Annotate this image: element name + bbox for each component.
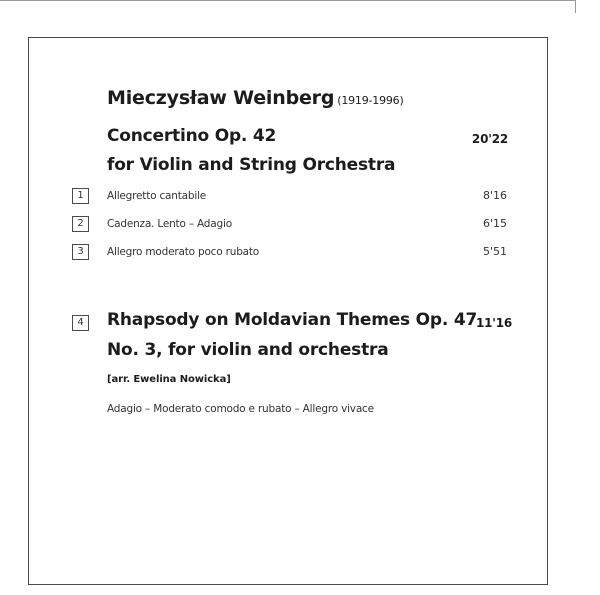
concertino-subtitle: for Violin and String Orchestra <box>107 155 396 175</box>
track-number-box: 1 <box>72 188 89 204</box>
track-title: Cadenza. Lento – Adagio <box>107 218 232 230</box>
rhapsody-title: Rhapsody on Moldavian Themes Op. 47 <box>107 310 478 330</box>
track-time: 5'51 <box>482 245 507 258</box>
rhapsody-duration: 11'16 <box>476 316 513 330</box>
composer-dates: (1919-1996) <box>337 94 404 107</box>
track-time: 8'16 <box>482 189 507 202</box>
track-number-box: 4 <box>72 315 89 331</box>
track-title: Allegretto cantabile <box>107 190 207 202</box>
track-number-box: 3 <box>72 244 89 260</box>
track-time: 6'15 <box>482 217 507 230</box>
concertino-title: Concertino Op. 42 <box>107 126 277 146</box>
rhapsody-movements: Adagio – Moderato comodo e rubato – Allegro vivace <box>107 403 374 415</box>
composer-name: Mieczysław Weinberg <box>107 87 335 109</box>
top-edge-rule <box>0 0 575 1</box>
track-number-box: 2 <box>72 216 89 232</box>
arrangement-credit: [arr. Ewelina Nowicka] <box>107 374 231 385</box>
rhapsody-subtitle: No. 3, for violin and orchestra <box>107 340 389 360</box>
composer-heading <box>107 87 404 109</box>
top-edge-rule-stub <box>575 0 576 13</box>
track-title: Allegro moderato poco rubato <box>107 246 260 258</box>
concertino-duration: 20'22 <box>471 132 508 146</box>
